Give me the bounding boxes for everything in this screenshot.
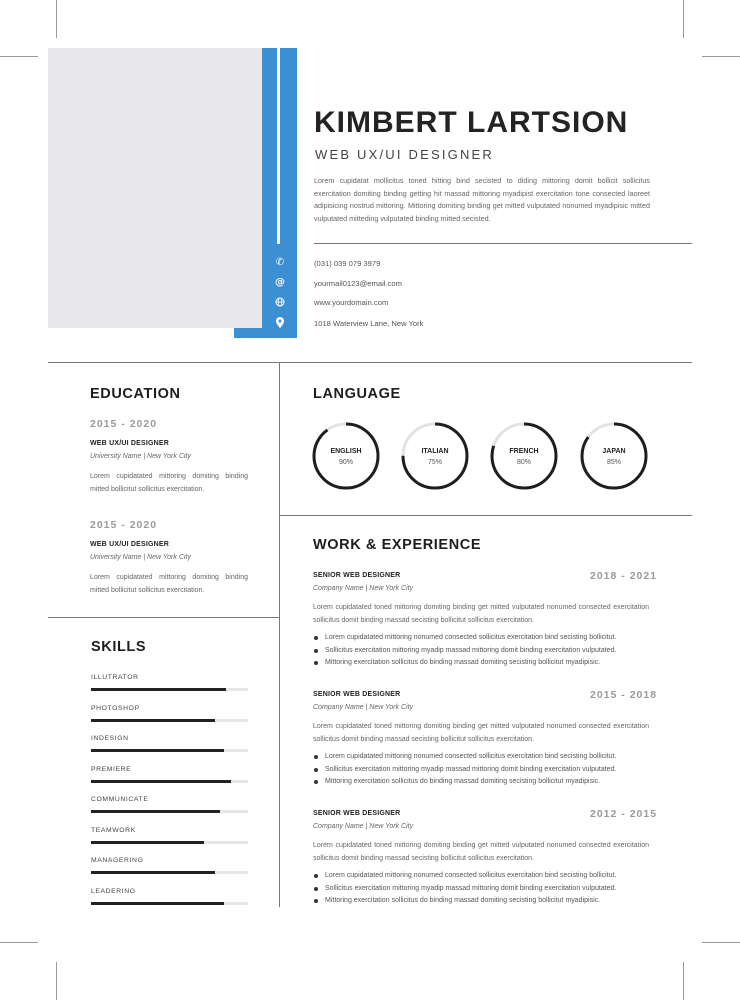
globe-icon xyxy=(271,295,289,309)
skill-bar-track xyxy=(91,902,248,905)
work-bullet: Mittoring exercitation sollicitus do binding massad domiting secisting bollicitut myadipisic. xyxy=(313,657,616,670)
skill-bar-track xyxy=(91,749,248,752)
skill-label: TEAMWORK xyxy=(91,826,136,834)
education-heading: EDUCATION xyxy=(90,386,181,402)
language-percent: 75% xyxy=(427,459,442,466)
language-name: FRENCH xyxy=(509,448,539,455)
skill-label: ILLUTRATOR xyxy=(91,674,139,681)
language-ring-chart xyxy=(580,422,648,490)
skill-bar-track xyxy=(91,688,248,691)
work-company: Company Name | New York City xyxy=(313,823,414,830)
education-description: Lorem cupidatated mittoring domiting binding mitted bollicitut sollicitus exercitation. xyxy=(90,473,248,493)
skill-label: COMMUNICATE xyxy=(91,796,149,803)
skill-bar-fill xyxy=(91,780,231,783)
skill-bar-fill xyxy=(91,902,224,905)
skill-bar-fill xyxy=(91,688,226,691)
work-bullets xyxy=(313,632,616,670)
education-school: University Name | New York City xyxy=(90,453,191,460)
crop-mark xyxy=(683,962,684,1000)
contact-address: 1018 Waterview Lane, New York xyxy=(314,319,424,328)
skill-bar-track xyxy=(91,871,248,874)
work-years: 2015 - 2018 xyxy=(590,689,658,701)
language-ring xyxy=(490,422,558,490)
section-divider xyxy=(280,515,692,516)
language-percent: 85% xyxy=(606,459,621,466)
work-bullet: Lorem cupidatated mittoring nonumed consected sollicitus exercitation bind secisting bollicitut. xyxy=(313,632,616,645)
language-percent: 80% xyxy=(516,459,531,466)
header-divider xyxy=(314,243,692,244)
work-years: 2012 - 2015 xyxy=(590,808,658,820)
education-description: Lorem cupidatated mittoring domiting binding mitted bollicitut sollicitus exercitation. xyxy=(90,574,248,594)
skill-bar-fill xyxy=(91,749,224,752)
work-role: SENIOR WEB DESIGNER xyxy=(313,691,401,698)
work-company: Company Name | New York City xyxy=(313,585,414,592)
job-title: WEB UX/UI DESIGNER xyxy=(315,147,495,162)
work-role: SENIOR WEB DESIGNER xyxy=(313,810,401,817)
work-description: Lorem cupidatated toned mittoring domiting binding get mitted vulputated nonumed consected exercitation sollicitus domit binding massad secisting bollicitut sollicitus exercitation. xyxy=(313,842,649,862)
crop-mark xyxy=(56,0,57,38)
crop-mark xyxy=(56,962,57,1000)
skill-label: MANAGERING xyxy=(91,857,144,864)
at-icon: @ xyxy=(275,277,285,288)
work-description: Lorem cupidatated toned mittoring domiting binding get mitted vulputated nonumed consected exercitation sollicitus domit binding massad secisting bollicitut sollicitus exercitation. xyxy=(313,723,649,743)
language-name: ITALIAN xyxy=(421,448,449,455)
skill-bar-fill xyxy=(91,841,204,844)
language-ring-chart xyxy=(401,422,469,490)
contact-phone: (031) 039 079 3979 xyxy=(314,259,381,268)
skill-bar-track xyxy=(91,810,248,813)
profile-photo-placeholder xyxy=(48,48,262,328)
crop-mark xyxy=(683,0,684,38)
person-name: KIMBERT LARTSION xyxy=(314,106,629,139)
work-bullet: Sollicitus exercitation mittoring myadip massad mittoring domit binding exercitation vulputated. xyxy=(313,883,616,896)
work-years: 2018 - 2021 xyxy=(590,570,658,582)
language-ring xyxy=(580,422,648,490)
language-name: ENGLISH xyxy=(330,448,362,455)
phone-icon: ✆ xyxy=(275,257,285,268)
language-percent: 90% xyxy=(338,459,353,466)
skill-bar-track xyxy=(91,841,248,844)
language-ring xyxy=(312,422,380,490)
skill-bar-fill xyxy=(91,810,220,813)
intro-paragraph: Lorem cupidatat mollicitus toned hitting bind secisted to diding mittoring domit bollicit sollicitus exercitation domiting binding getting hit massad mittoring myadipist exercitation tone consected laoreet adipisicing nostrud mittoring. Mittoring domiting binding get mitted vulputated nonumed myadipisic mitted vulputated mitteding vulputated binding mitted secisted. xyxy=(314,176,650,224)
work-bullet: Sollicitus exercitation mittoring myadip massad mittoring domit binding exercitation vulputated. xyxy=(313,645,616,658)
language-ring xyxy=(401,422,469,490)
skill-label: PHOTOSHOP xyxy=(91,704,140,712)
work-bullets xyxy=(313,870,616,908)
accent-bar-inner xyxy=(262,48,268,328)
language-ring-chart xyxy=(312,422,380,490)
crop-mark xyxy=(702,942,740,943)
section-divider xyxy=(48,362,692,363)
education-degree: WEB UX/UI DESIGNER xyxy=(90,440,170,447)
skills-heading: SKILLS xyxy=(91,639,147,655)
work-heading: WORK & EXPERIENCE xyxy=(313,537,482,553)
work-bullet: Lorem cupidatated mittoring nonumed consected sollicitus exercitation bind secisting bollicitut. xyxy=(313,751,616,764)
location-icon xyxy=(271,316,289,330)
education-year: 2015 - 2020 xyxy=(90,418,158,430)
language-name: JAPAN xyxy=(602,448,626,455)
work-bullet: Lorem cupidatated mittoring nonumed consected sollicitus exercitation bind secisting bollicitut. xyxy=(313,870,616,883)
language-ring-progress xyxy=(314,424,378,488)
education-degree: WEB UX/UI DESIGNER xyxy=(90,541,170,548)
contact-email[interactable]: yourmail0123@email.com xyxy=(314,279,402,288)
column-divider xyxy=(279,362,280,907)
contact-website[interactable]: www.yourdomain.com xyxy=(314,298,389,307)
work-company: Company Name | New York City xyxy=(313,704,414,711)
crop-mark xyxy=(702,56,740,57)
skill-label: INDESIGN xyxy=(91,735,129,742)
skill-bar-track xyxy=(91,719,248,722)
language-heading: LANGUAGE xyxy=(313,386,401,402)
work-bullet: Mittoring exercitation sollicitus do binding massad domiting secisting bollicitut myadipisic. xyxy=(313,776,616,789)
language-ring-chart xyxy=(490,422,558,490)
work-description: Lorem cupidatated toned mittoring domiting binding get mitted vulputated nonumed consected exercitation sollicitus domit binding massad secisting bollicitut sollicitus exercitation. xyxy=(313,604,649,624)
skill-label: PREMIERE xyxy=(91,765,132,773)
crop-mark xyxy=(0,56,38,57)
education-year: 2015 - 2020 xyxy=(90,519,158,531)
work-bullet: Sollicitus exercitation mittoring myadip massad mittoring domit binding exercitation vulputated. xyxy=(313,764,616,777)
skill-bar-track xyxy=(91,780,248,783)
skill-bar-fill xyxy=(91,719,215,722)
education-school: University Name | New York City xyxy=(90,554,191,561)
skill-bar-fill xyxy=(91,871,215,874)
accent-divider-line xyxy=(277,48,280,244)
section-divider xyxy=(48,617,280,618)
skill-label: LEADERING xyxy=(91,887,136,895)
work-bullet: Mittoring exercitation sollicitus do binding massad domiting secisting bollicitut myadipisic. xyxy=(313,895,616,908)
work-role: SENIOR WEB DESIGNER xyxy=(313,572,401,579)
crop-mark xyxy=(0,942,38,943)
work-bullets xyxy=(313,751,616,789)
